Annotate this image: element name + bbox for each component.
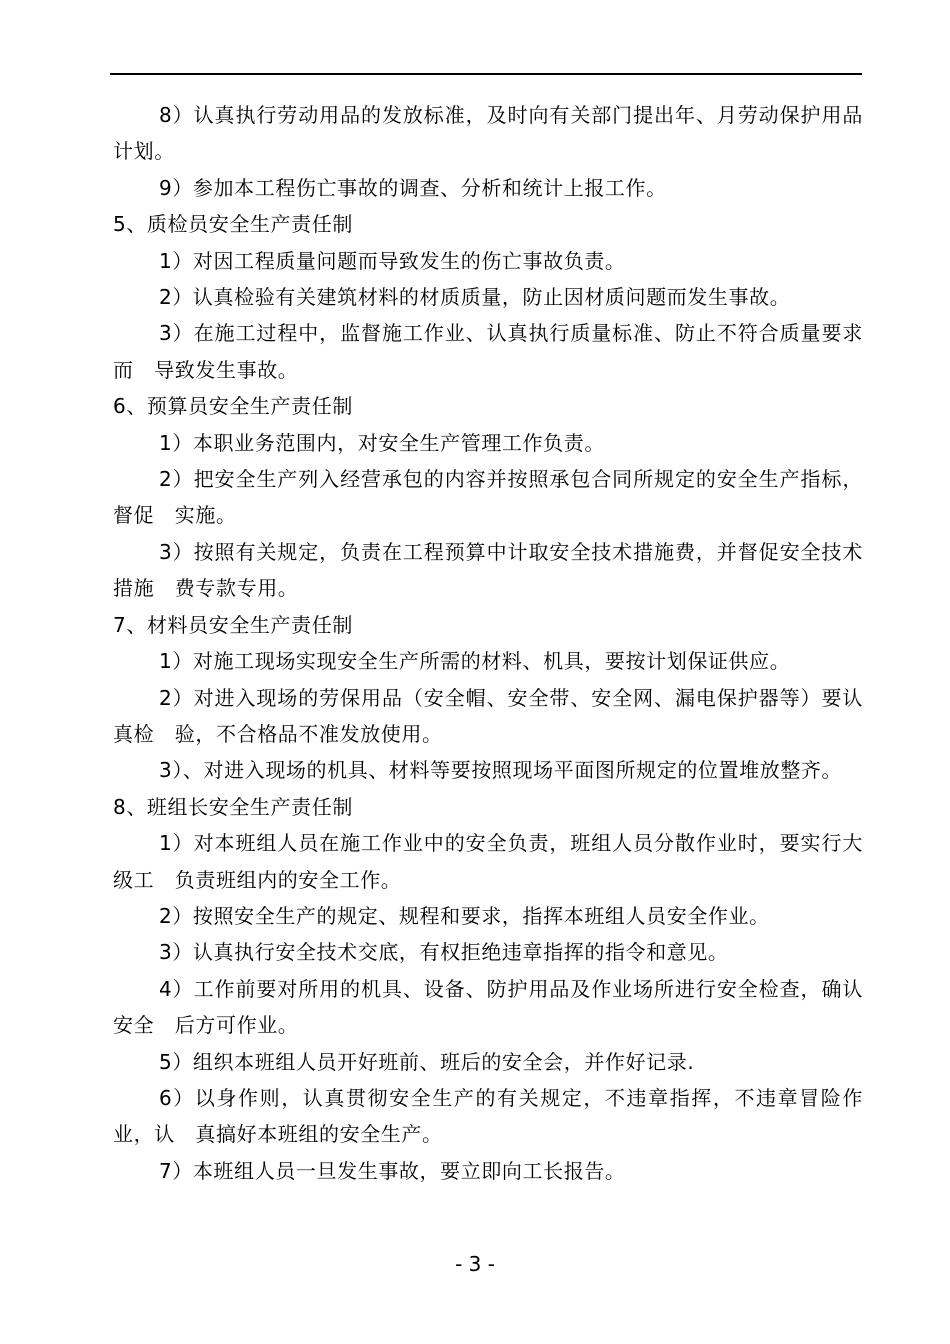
paragraph-mo-1: 1）对施工现场实现安全生产所需的材料、机具，要按计划保证供应。	[159, 649, 791, 674]
paragraph-qi-3: 3）在施工过程中，监督施工作业、认真执行质量标准、防止不符合质量要求而 导致发生事故。	[113, 321, 863, 382]
section-heading-materials-officer: 7、材料员安全生产责任制	[113, 612, 353, 637]
paragraph-bo-1: 1）本职业务范围内，对安全生产管理工作负责。	[159, 430, 605, 455]
paragraph-tl-7: 7）本班组人员一旦发生事故，要立即向工长报告。	[159, 1158, 626, 1183]
paragraph-qi-1: 1）对因工程质量问题而导致发生的伤亡事故负责。	[159, 248, 626, 273]
paragraph-mo-2: 2）对进入现场的劳保用品（安全帽、安全带、安全网、漏电保护器等）要认真检 验，不合格品不准发放使用。	[113, 685, 863, 746]
paragraph-tl-5: 5）组织本班组人员开好班前、班后的安全会，并作好记录.	[159, 1049, 695, 1074]
paragraph-tl-3: 3）认真执行安全技术交底，有权拒绝违章指挥的指令和意见。	[159, 940, 729, 965]
section-heading-quality-inspector: 5、质检员安全生产责任制	[113, 212, 353, 237]
paragraph-qi-2: 2）认真检验有关建筑材料的材质质量，防止因材质问题而发生事故。	[159, 285, 791, 310]
header-rule	[110, 73, 862, 75]
section-heading-team-leader: 8、班组长安全生产责任制	[113, 794, 353, 819]
paragraph-8-labor-supplies: 8）认真执行劳动用品的发放标准，及时向有关部门提出年、月劳动保护用品计划。	[113, 103, 863, 164]
paragraph-tl-4: 4）工作前要对所用的机具、设备、防护用品及作业场所进行安全检查，确认安全 后方可作业。	[113, 976, 863, 1038]
document-body	[113, 97, 863, 1189]
paragraph-bo-3: 3）按照有关规定，负责在工程预算中计取安全技术措施费，并督促安全技术措施 费专款专用。	[113, 539, 863, 601]
page-number: - 3 -	[455, 1252, 495, 1276]
paragraph-tl-6: 6）以身作则，认真贯彻安全生产的有关规定，不违章指挥，不违章冒险作业，认 真搞好本班组的安全生产。	[113, 1085, 863, 1147]
paragraph-tl-1: 1）对本班组人员在施工作业中的安全负责，班组人员分散作业时，要实行大级工 负责班组内的安全工作。	[113, 831, 863, 892]
section-heading-budget-officer: 6、预算员安全生产责任制	[113, 394, 353, 419]
paragraph-mo-3: 3）、对进入现场的机具、材料等要按照现场平面图所规定的位置堆放整齐。	[159, 758, 843, 783]
paragraph-tl-2: 2）按照安全生产的规定、规程和要求，指挥本班组人员安全作业。	[159, 903, 770, 928]
paragraph-bo-2: 2）把安全生产列入经营承包的内容并按照承包合同所规定的安全生产指标，督促 实施。	[113, 467, 863, 528]
paragraph-9-accident-investigation: 9）参加本工程伤亡事故的调查、分析和统计上报工作。	[159, 175, 667, 200]
